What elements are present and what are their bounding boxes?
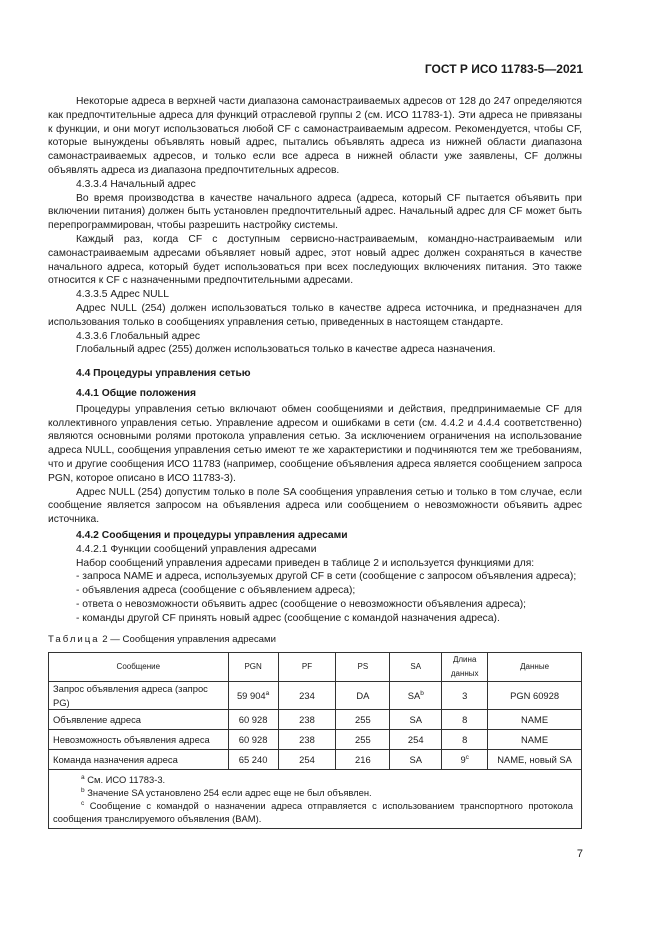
cell-data: NAME [488,710,582,730]
column-header-pf: PF [278,653,336,682]
footnote-marker: b [81,787,85,795]
cell-ps: 216 [336,750,390,770]
list-item: - команды другой CF принять новый адрес (сообщение с командой назначения адреса). [76,612,500,624]
list-item: - ответа о невозможности объявить адрес (сообщение о невозможности объявления адреса); [76,598,527,610]
standard-header: ГОСТ Р ИСО 11783-5—2021 [424,62,583,76]
cell-length: 3 [442,681,488,710]
footnote-marker: a [265,689,270,697]
subsection-4421-heading: 4.4.2.1 Функции сообщений управления адресами [76,543,317,555]
column-header-sa: SA [390,653,442,682]
table-notes-row [49,770,582,829]
cell-pf: 238 [278,710,336,730]
cell-pgn: 60 928 [228,710,278,730]
cell-message: Запрос объявления адреса (запрос PG) [49,681,229,710]
cell-ps: 255 [336,710,390,730]
document-body [48,95,582,829]
paragraph-null-address: Адрес NULL (254) должен использоваться только в качестве адреса источника, и предназначен для использования только в сообщениях управления сетью, приведенных в настоящем стандарте. [48,302,582,328]
cell-message: Команда назначения адреса [49,750,229,770]
section-44-heading: 4.4 Процедуры управления сетью [76,368,251,380]
subsection-4335-heading: 4.3.3.5 Адрес NULL [76,289,170,301]
cell-pf: 254 [278,750,336,770]
cell-pgn: 60 928 [228,730,278,750]
table-notes [49,770,582,829]
table-caption-word: Таблица [48,634,100,646]
cell-length: 8 [442,710,488,730]
paragraph-null-address-usage: Адрес NULL (254) допустим только в поле SA сообщения управления сетью и только в том случае, если сообщение является запросом на объявления адреса или сообщением о невозможности объявить адрес источника. [48,486,582,526]
footnote-marker: b [420,689,424,697]
column-header-message: Сообщение [49,653,229,682]
footnote-marker: c [465,754,469,762]
cell-message: Невозможность объявления адреса [49,730,229,750]
subsection-4334-heading: 4.3.3.4 Начальный адрес [76,178,196,190]
paragraph-address-messages-set: Набор сообщений управления адресами приведен в таблице 2 и используется функциями для: [76,557,535,569]
column-header-pgn: PGN [228,653,278,682]
cell-pf: 238 [278,730,336,750]
list-item: - объявления адреса (сообщение с объявлением адреса); [76,585,356,597]
cell-ps: 255 [336,730,390,750]
cell-sa: $SA^b$ [390,681,442,710]
column-header-data: Данные [488,653,582,682]
cell-ps: DA [336,681,390,710]
paragraph-network-management: Процедуры управления сетью включают обмен сообщениями и действия, предпринимаемые CF для коллективного управления сетью. Управление адресом и ошибками в сети (см. 4.4.2 и 4.4.4 соответственно) являются основными ролями протокола управления сетью. За исключением ограничения на использование адреса NULL, сообщения управления сетью имеют те же характеристики и подчиняются тем же требованиям, что и другие сообщения ИСО 11783 (например, сообщение объявления адреса является сообщением запроса PGN, которое описано в ИСО 11783-3). [48,403,582,484]
cell-sa: SA [390,750,442,770]
table-row [49,750,582,770]
table-row [49,710,582,730]
table-header-row [49,653,582,682]
cell-sa: SA [390,710,442,730]
column-header-ps: PS [336,653,390,682]
paragraph-initial-address-storage: Каждый раз, когда CF с доступным сервисно-настраиваемым, командно-настраиваемым или самонастраиваемым адресами объявляет новый адрес, этот новый адрес должен сохраняться в качестве начального адреса, который будет использоваться при всех последующих включениях питания. Это также относится к CF с назначенными предпочтительными адресами. [48,233,582,287]
cell-pgn: 59 904$^a$ [228,681,278,710]
paragraph-initial-address: Во время производства в качестве начального адреса (адреса, который CF пытается объявить при включении питания) должен быть установлен предпочтительный адрес. Начальный адрес для CF может быть перепрограммирован, чтобы разрешить настройку системы. [48,192,582,232]
cell-data: NAME [488,730,582,750]
address-messages-table [48,652,582,829]
paragraph-preferred-addresses: Некоторые адреса в верхней части диапазона самонастраиваемых адресов от 128 до 247 определяются как предпочтительные адреса для функций отраслевой группы 2 (см. ИСО 11783-1). Эти адреса не привязаны к функции, и они могут использоваться любой CF с самонастраиваемым адресом. Рекомендуется, чтобы CF, которые вынуждены объявлять новый адрес, пытались объявлять адреса из нижней области диапазона самонастраиваемых адресов, и только если все адреса в нижней области уже заявлены, CF должны объявлять адреса из диапазона предпочтительных адресов. [48,96,582,176]
table-note: $^a$ См. ИСО 11783-3. [81,774,166,786]
cell-data: NAME, новый SA [488,750,582,770]
cell-pf: 234 [278,681,336,710]
cell-length: 9$^c$ [442,750,488,770]
paragraph-global-address: Глобальный адрес (255) должен использоваться только в качестве адреса назначения. [76,344,496,356]
cell-data: PGN 60928 [488,681,582,710]
section-441-heading: 4.4.1 Общие положения [76,387,196,399]
page-number: 7 [576,848,583,860]
cell-sa: 254 [390,730,442,750]
table-row [49,681,582,710]
cell-length: 8 [442,730,488,750]
column-header-data-length: Длина данных [442,653,488,682]
table-note: $^c$ Сообщение с командой о назначении адреса отправляется с использованием транспортного протокола сообщения транслируемого объявления (BAM). [53,800,573,825]
table-caption-text: 2 — Сообщения управления адресами [102,634,276,646]
cell-message: Объявление адреса [49,710,229,730]
list-item: - запроса NAME и адреса, используемых другой CF в сети (сообщение с запросом объявления адреса); [76,571,577,583]
footnote-marker: a [81,774,85,782]
section-442-heading: 4.4.2 Сообщения и процедуры управления адресами [76,529,348,541]
table-row [49,730,582,750]
table-note: $^b$ Значение SA установлено 254 если адрес еще не был объявлен. [81,787,372,799]
footnote-marker: c [81,800,85,808]
table-caption [48,633,582,647]
cell-pgn: 65 240 [228,750,278,770]
subsection-4336-heading: 4.3.3.6 Глобальный адрес [76,330,200,342]
